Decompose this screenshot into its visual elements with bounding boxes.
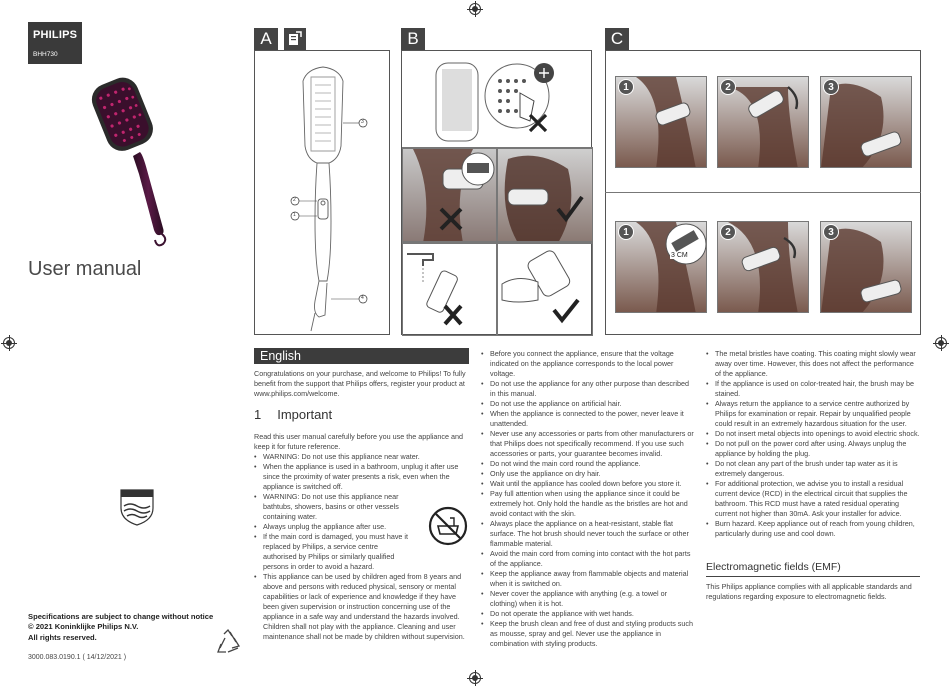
figure-b-panel: [401, 50, 592, 335]
figure-c-divider: [605, 192, 921, 193]
list-item: • The metal bristles have coating. This coating might slowly wear away over time. However, this does not affect the performance of the appliance.: [706, 349, 920, 379]
tab-a: A: [254, 28, 278, 50]
wrong-cleaning-water-image: [402, 243, 497, 336]
intro-text: Congratulations on your purchase, and welcome to Philips! To fully benefit from the support that Philips offers, register your product at www.philips.com/welcome.: [254, 369, 466, 398]
list-item: • Do not clean any part of the brush under tap water as it is extremely dangerous.: [706, 459, 920, 479]
cleaning-illustration: [402, 51, 593, 147]
brush-line-drawing: [255, 51, 391, 336]
safety-list-column-3: [706, 349, 920, 539]
model-number: BHH730: [33, 51, 58, 58]
step-badge-1: 1: [618, 79, 634, 95]
rights-line: All rights reserved.: [28, 632, 97, 642]
callout-4: 4: [361, 295, 364, 301]
product-photo-brush: [85, 70, 185, 250]
list-item: • WARNING: Do not use this appliance near bathtubs, showers, basins or other vessels containing water.: [254, 492, 409, 522]
language-header: [254, 348, 469, 364]
list-item: • WARNING: Do not use this appliance near water.: [254, 452, 469, 462]
list-item: • Avoid the main cord from coming into contact with the hot parts of the appliance.: [481, 549, 696, 569]
list-item: • Never use any accessories or parts from other manufacturers or that Philips does not specifically recommend. If you use such accessories or parts, your guarantee becomes invalid.: [481, 429, 696, 459]
list-item: • Always return the appliance to a service centre authorized by Philips for examination or repair. Repair by unqualified people could result in an extremely hazardous situation for the user.: [706, 399, 920, 429]
list-item: • Always place the appliance on a heat-resistant, stable flat surface. The hot brush should never touch the surface or other flammable material.: [481, 519, 696, 549]
correct-usage-image-1: [497, 148, 593, 242]
registration-mark-bottom: [469, 672, 481, 684]
list-item: • Do not use the appliance for any other purpose than described in this manual.: [481, 379, 696, 399]
list-item: • Burn hazard. Keep appliance out of reach from young children, particularly during use and cool down.: [706, 519, 920, 539]
step-badge-2: 2: [720, 79, 736, 95]
list-item: • If the appliance is used on color-treated hair, the brush may be stained.: [706, 379, 920, 399]
list-item: • Always unplug the appliance after use.: [254, 522, 469, 532]
list-item: • Do not pull on the power cord after using. Always unplug the appliance by holding the plug.: [706, 439, 920, 459]
list-item: • If the main cord is damaged, you must have it replaced by Philips, a service centre authorised by Philips or similarly qualified persons in order to avoid a hazard.: [254, 532, 409, 572]
list-item: • Keep the brush clean and free of dust and styling products such as mousse, spray and gel. Never use the appliance in combination with styling products.: [481, 619, 696, 649]
shield-brand-text: PHILIPS: [123, 484, 147, 490]
list-item: • Only use the appliance on dry hair.: [481, 469, 696, 479]
copyright-line: © 2021 Koninklijke Philips N.V.: [28, 622, 139, 632]
step-badge-4: 1: [618, 224, 634, 240]
document-title: User manual: [28, 258, 142, 280]
copyright-block: [28, 612, 213, 643]
emf-text: This Philips appliance complies with all applicable standards and regulations regarding exposure to electromagnetic fields.: [706, 582, 912, 601]
emf-heading: Electromagnetic fields (EMF): [706, 561, 920, 577]
language-label: English: [260, 349, 301, 363]
step-badge-3: 3: [823, 79, 839, 95]
safety-list-column-2: [481, 349, 696, 649]
read-manual-text: Read this user manual carefully before you use the appliance and keep it for future reference.: [254, 432, 463, 451]
step-badge-5: 2: [720, 224, 736, 240]
tab-b: B: [401, 28, 425, 50]
tab-c: C: [605, 28, 629, 50]
section-number: 1: [254, 407, 262, 422]
list-item: • Pay full attention when using the appliance since it could be extremely hot. Only hold the handle as the bristles are hot and avoid contact with the skin.: [481, 489, 696, 519]
list-item: • Do not insert metal objects into openings to avoid electric shock.: [706, 429, 920, 439]
step-badge-6: 3: [823, 224, 839, 240]
list-item: • This appliance can be used by children aged from 8 years and above and persons with reduced physical, sensory or mental capabilities or lack of experience and knowledge if they have been given supervision or instruction concerning use of the appliance in a safe way and understand the hazards involved. Children shall not play with the appliance. Cleaning and user maintenance shall not be made by children without supervision.: [254, 572, 469, 642]
callout-2: 2: [293, 197, 296, 203]
registration-mark-right: [935, 337, 947, 349]
figure-a-panel: [254, 50, 390, 335]
list-item: • For additional protection, we advise you to install a residual current device (RCD) in the electrical circuit that supplies the bathroom. This RCD must have a rated residual operating current not higher than 30mA. Ask your installer for advice.: [706, 479, 920, 519]
list-item: • When the appliance is used in a bathroom, unplug it after use since the proximity of water presents a risk, even when the appliance is switched off.: [254, 462, 469, 492]
list-item: • Before you connect the appliance, ensure that the voltage indicated on the appliance corresponds to the local power voltage.: [481, 349, 696, 379]
list-item: • Do not operate the appliance with wet hands.: [481, 609, 696, 619]
correct-cleaning-image: [497, 243, 593, 336]
book-icon: [284, 28, 306, 50]
list-item: • Do not wind the main cord round the appliance.: [481, 459, 696, 469]
list-item: • Do not use the appliance on artificial hair.: [481, 399, 696, 409]
list-item: • Wait until the appliance has cooled down before you store it.: [481, 479, 696, 489]
document-number: 3000.083.0190.1 ( 14/12/2021 ): [28, 654, 127, 661]
registration-mark-top: [469, 3, 481, 15]
registration-mark-left: [3, 337, 15, 349]
section-heading: [254, 407, 332, 422]
philips-shield-logo: [117, 484, 157, 526]
specs-notice: Specifications are subject to change without notice: [28, 612, 214, 621]
section-title: Important: [277, 407, 333, 422]
callout-3: 3: [361, 119, 364, 125]
philips-brand-block: [28, 22, 82, 64]
no-bath-warning-icon: [428, 506, 468, 551]
list-item: • When the appliance is connected to the power, never leave it unattended.: [481, 409, 696, 429]
wrong-usage-image-1: [402, 148, 497, 242]
list-item: • Keep the appliance away from flammable objects and material when it is switched on.: [481, 569, 696, 589]
brand-name: PHILIPS: [33, 29, 78, 41]
recycle-icon: [214, 628, 242, 661]
callout-1: 1: [293, 212, 296, 218]
list-item: • Never cover the appliance with anything (e.g. a towel or clothing) when it is hot.: [481, 589, 696, 609]
distance-label: 3 CM: [671, 252, 688, 259]
